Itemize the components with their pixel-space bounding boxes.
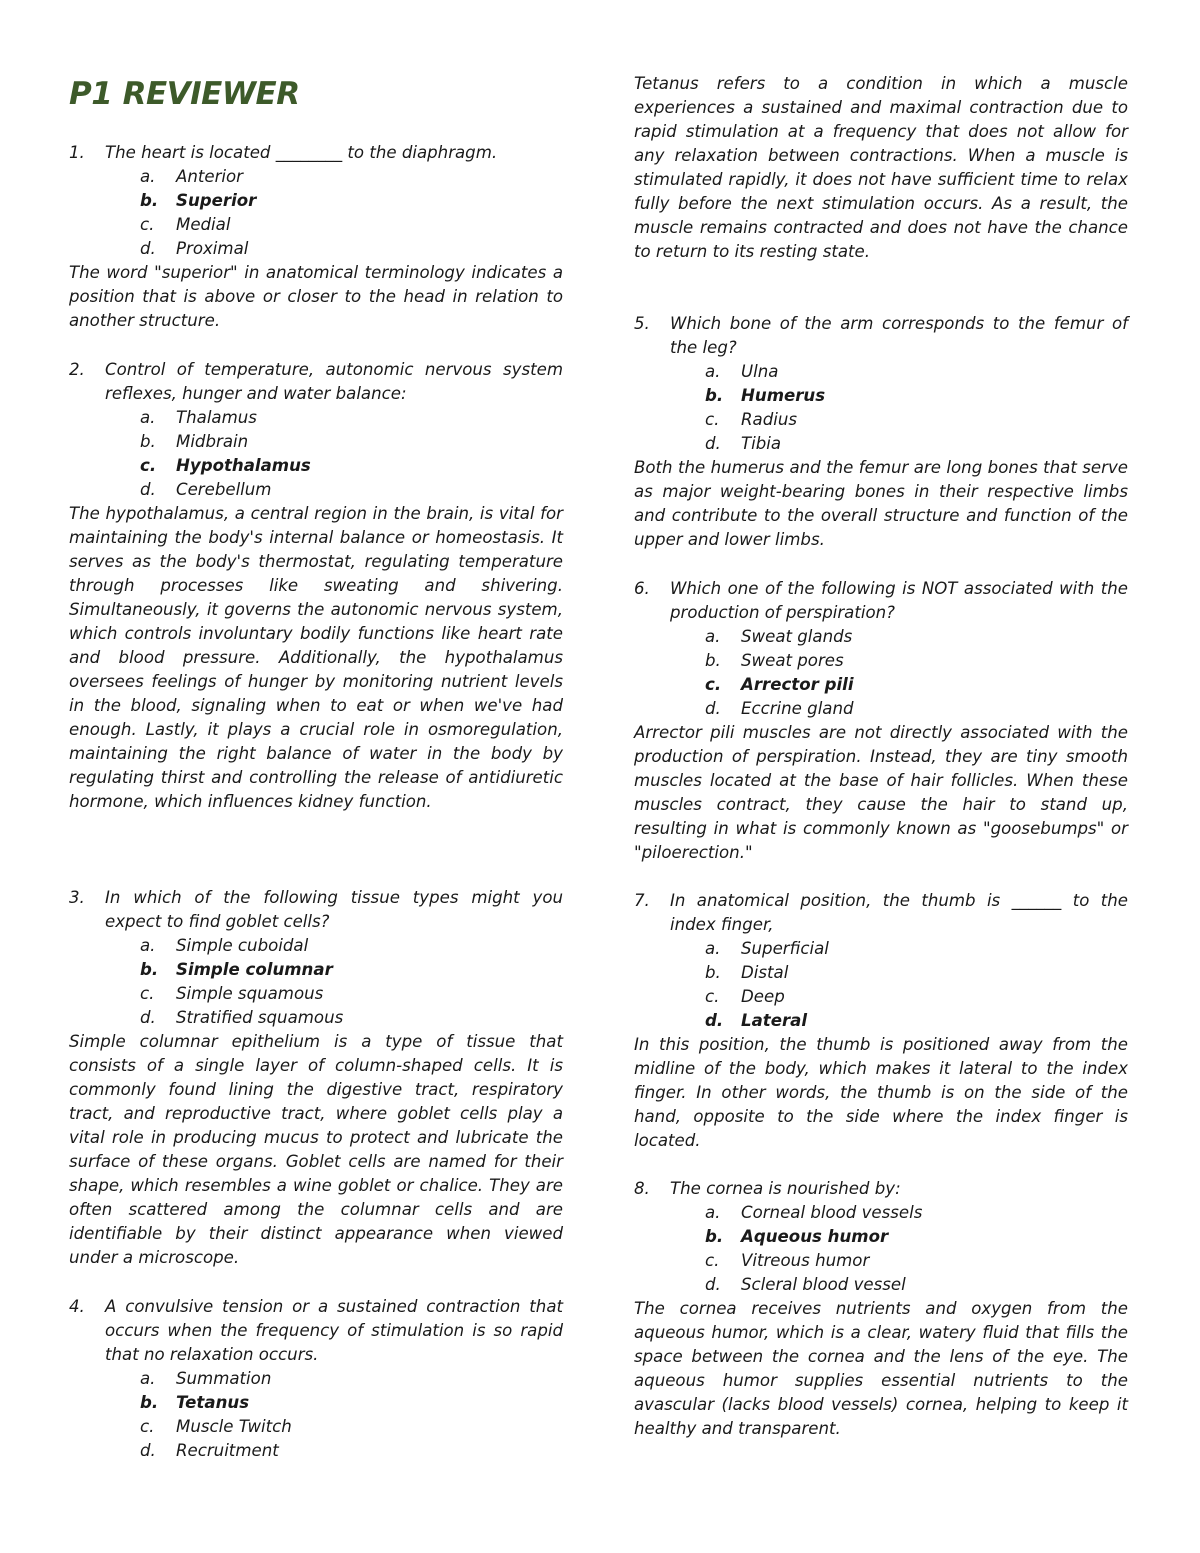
option-text: Simple columnar: [176, 960, 333, 979]
option-c: [69, 982, 563, 1006]
option-text: Proximal: [176, 239, 249, 258]
options-list: [634, 1201, 1128, 1297]
option-text: Hypothalamus: [176, 456, 311, 475]
option-letter: b.: [705, 1227, 724, 1246]
question-number: 6.: [634, 579, 650, 598]
option-text: Tetanus: [176, 1393, 250, 1412]
question-4: [69, 1295, 563, 1463]
option-text: Superior: [176, 191, 257, 210]
option-letter: a.: [140, 936, 156, 955]
options-list: [69, 1367, 563, 1463]
option-c-correct: [69, 454, 563, 478]
options-list: [634, 625, 1128, 721]
option-a: [69, 406, 563, 430]
option-b: [634, 649, 1128, 673]
options-list: [69, 165, 563, 261]
option-text: Summation: [176, 1369, 272, 1388]
option-b: [634, 961, 1128, 985]
option-text: Lateral: [741, 1011, 808, 1030]
option-a: [69, 934, 563, 958]
option-letter: d.: [705, 699, 721, 718]
option-text: Sweat glands: [741, 627, 853, 646]
option-text: Muscle Twitch: [176, 1417, 292, 1436]
question-text: The heart is located ________ to the diaphragm.: [105, 143, 498, 162]
option-letter: d.: [705, 434, 721, 453]
question-number: 8.: [634, 1179, 650, 1198]
option-letter: d.: [140, 1008, 156, 1027]
explanation: Arrector pili muscles are not directly associated with the production of perspiration. Instead, they are tiny smooth muscles located at the base of hair follicles. When these muscles contract, they cause the hair to stand up, resulting in what is commonly known as "goosebumps" or "piloerection.": [634, 723, 1128, 862]
option-letter: b.: [140, 191, 159, 210]
explanation: The hypothalamus, a central region in the brain, is vital for maintaining the body's internal balance or homeostasis. It serves as the body's thermostat, regulating temperature through processes like sweating and shivering. Simultaneously, it governs the autonomic nervous system, which controls involuntary bodily functions like heart rate and blood pressure. Additionally, the hypothalamus oversees feelings of hunger by monitoring nutrient levels in the blood, signaling when to eat or when we've had enough. Lastly, it plays a crucial role in osmoregulation, maintaining the right balance of water in the body by regulating thirst and controlling the release of antidiuretic hormone, which influences kidney function.: [69, 504, 563, 811]
option-b-correct: [634, 384, 1128, 408]
question-text: Which bone of the arm corresponds to the femur of the leg?: [670, 314, 1128, 357]
option-letter: c.: [140, 215, 155, 234]
options-list: [69, 934, 563, 1030]
option-letter: b.: [705, 651, 721, 670]
option-a: [634, 625, 1128, 649]
option-letter: b.: [140, 1393, 159, 1412]
question-number: 3.: [69, 888, 85, 907]
question-text: In which of the following tissue types might you expect to find goblet cells?: [105, 888, 563, 931]
option-a: [634, 360, 1128, 384]
option-text: Vitreous humor: [741, 1251, 870, 1270]
option-text: Radius: [741, 410, 798, 429]
option-text: Eccrine gland: [741, 699, 854, 718]
option-b-correct: [69, 1391, 563, 1415]
option-letter: a.: [705, 939, 721, 958]
option-d: [634, 1273, 1128, 1297]
option-text: Stratified squamous: [176, 1008, 344, 1027]
option-text: Superficial: [741, 939, 829, 958]
option-text: Thalamus: [176, 408, 257, 427]
option-letter: c.: [705, 987, 720, 1006]
option-text: Midbrain: [176, 432, 249, 451]
option-letter: c.: [140, 984, 155, 1003]
option-d: [634, 697, 1128, 721]
option-letter: b.: [705, 963, 721, 982]
option-letter: a.: [705, 627, 721, 646]
option-text: Simple squamous: [176, 984, 324, 1003]
option-letter: c.: [705, 410, 720, 429]
option-letter: c.: [140, 456, 157, 475]
option-letter: a.: [140, 167, 156, 186]
option-letter: c.: [705, 1251, 720, 1270]
options-list: [634, 360, 1128, 456]
option-a: [69, 165, 563, 189]
question-text: Which one of the following is NOT associated with the production of perspiration?: [670, 579, 1128, 622]
option-text: Scleral blood vessel: [741, 1275, 906, 1294]
option-d: [69, 237, 563, 261]
options-list: [69, 406, 563, 502]
option-c: [634, 408, 1128, 432]
option-letter: d.: [705, 1275, 721, 1294]
option-letter: a.: [140, 408, 156, 427]
option-a: [69, 1367, 563, 1391]
question-number: 2.: [69, 360, 85, 379]
option-letter: d.: [705, 1011, 724, 1030]
option-letter: a.: [705, 1203, 721, 1222]
option-a: [634, 937, 1128, 961]
option-text: Anterior: [176, 167, 243, 186]
option-b-correct: [69, 189, 563, 213]
options-list: [634, 937, 1128, 1033]
option-text: Ulna: [741, 362, 779, 381]
question-6: [634, 577, 1128, 865]
option-b-correct: [69, 958, 563, 982]
option-text: Simple cuboidal: [176, 936, 309, 955]
question-number: 7.: [634, 891, 650, 910]
option-letter: a.: [705, 362, 721, 381]
option-letter: d.: [140, 239, 156, 258]
explanation: Simple columnar epithelium is a type of tissue that consists of a single layer of column-shaped cells. It is commonly found lining the digestive tract, respiratory tract, and reproductive tract, where goblet cells play a vital role in producing mucus to protect and lubricate the surface of these organs. Goblet cells are named for their shape, which resembles a wine goblet or chalice. They are often scattered among the columnar cells and are identifiable by their distinct appearance when viewed under a microscope.: [69, 1032, 563, 1267]
explanation: The word "superior" in anatomical terminology indicates a position that is above or closer to the head in relation to another structure.: [69, 263, 563, 330]
explanation: Both the humerus and the femur are long bones that serve as major weight-bearing bones in their respective limbs and contribute to the overall structure and function of the upper and lower limbs.: [634, 458, 1128, 549]
question-2: [69, 358, 563, 814]
option-c: [634, 985, 1128, 1009]
option-a: [634, 1201, 1128, 1225]
option-d: [69, 1439, 563, 1463]
option-letter: c.: [705, 675, 722, 694]
question-7: [634, 889, 1128, 1153]
option-letter: b.: [140, 960, 159, 979]
option-letter: a.: [140, 1369, 156, 1388]
option-b-correct: [634, 1225, 1128, 1249]
option-d: [69, 1006, 563, 1030]
question-5: [634, 312, 1128, 552]
question-1: [69, 141, 563, 333]
question-3: [69, 886, 563, 1270]
option-text: Distal: [741, 963, 789, 982]
explanation: In this position, the thumb is positioned away from the midline of the body, which makes it lateral to the index finger. In other words, the thumb is on the side of the hand, opposite to the side where the index finger is located.: [634, 1035, 1128, 1150]
option-d: [69, 478, 563, 502]
explanation: Tetanus refers to a condition in which a muscle experiences a sustained and maximal contraction due to rapid stimulation at a frequency that does not allow for any relaxation between contractions. When a muscle is stimulated rapidly, it does not have sufficient time to relax fully before the next stimulation occurs. As a result, the muscle remains contracted and does not have the chance to return to its resting state.: [634, 74, 1128, 261]
option-letter: b.: [140, 432, 156, 451]
option-text: Aqueous humor: [741, 1227, 889, 1246]
question-number: 1.: [69, 143, 85, 162]
question-text: A convulsive tension or a sustained contraction that occurs when the frequency of stimulation is so rapid that no relaxation occurs.: [105, 1297, 563, 1364]
question-8: [634, 1177, 1128, 1441]
option-letter: c.: [140, 1417, 155, 1436]
option-c: [69, 213, 563, 237]
option-c: [69, 1415, 563, 1439]
page-title: P1 REVIEWER: [69, 76, 300, 112]
option-text: Sweat pores: [741, 651, 844, 670]
option-text: Tibia: [741, 434, 782, 453]
option-letter: d.: [140, 480, 156, 499]
option-b: [69, 430, 563, 454]
option-text: Cerebellum: [176, 480, 272, 499]
question-4-explanation: [634, 72, 1128, 264]
option-c-correct: [634, 673, 1128, 697]
question-number: 5.: [634, 314, 650, 333]
option-letter: d.: [140, 1441, 156, 1460]
question-text: Control of temperature, autonomic nervous system reflexes, hunger and water balance:: [105, 360, 563, 403]
option-letter: b.: [705, 386, 724, 405]
option-d: [634, 432, 1128, 456]
option-text: Corneal blood vessels: [741, 1203, 923, 1222]
question-number: 4.: [69, 1297, 85, 1316]
option-text: Humerus: [741, 386, 826, 405]
option-d-correct: [634, 1009, 1128, 1033]
option-text: Medial: [176, 215, 231, 234]
option-c: [634, 1249, 1128, 1273]
option-text: Arrector pili: [741, 675, 854, 694]
explanation: The cornea receives nutrients and oxygen from the aqueous humor, which is a clear, watery fluid that fills the space between the cornea and the lens of the eye. The aqueous humor supplies essential nutrients to the avascular (lacks blood vessels) cornea, helping to keep it healthy and transparent.: [634, 1299, 1128, 1438]
question-text: In anatomical position, the thumb is ______ to the index finger,: [670, 891, 1128, 934]
option-text: Recruitment: [176, 1441, 279, 1460]
option-text: Deep: [741, 987, 785, 1006]
question-text: The cornea is nourished by:: [670, 1179, 901, 1198]
